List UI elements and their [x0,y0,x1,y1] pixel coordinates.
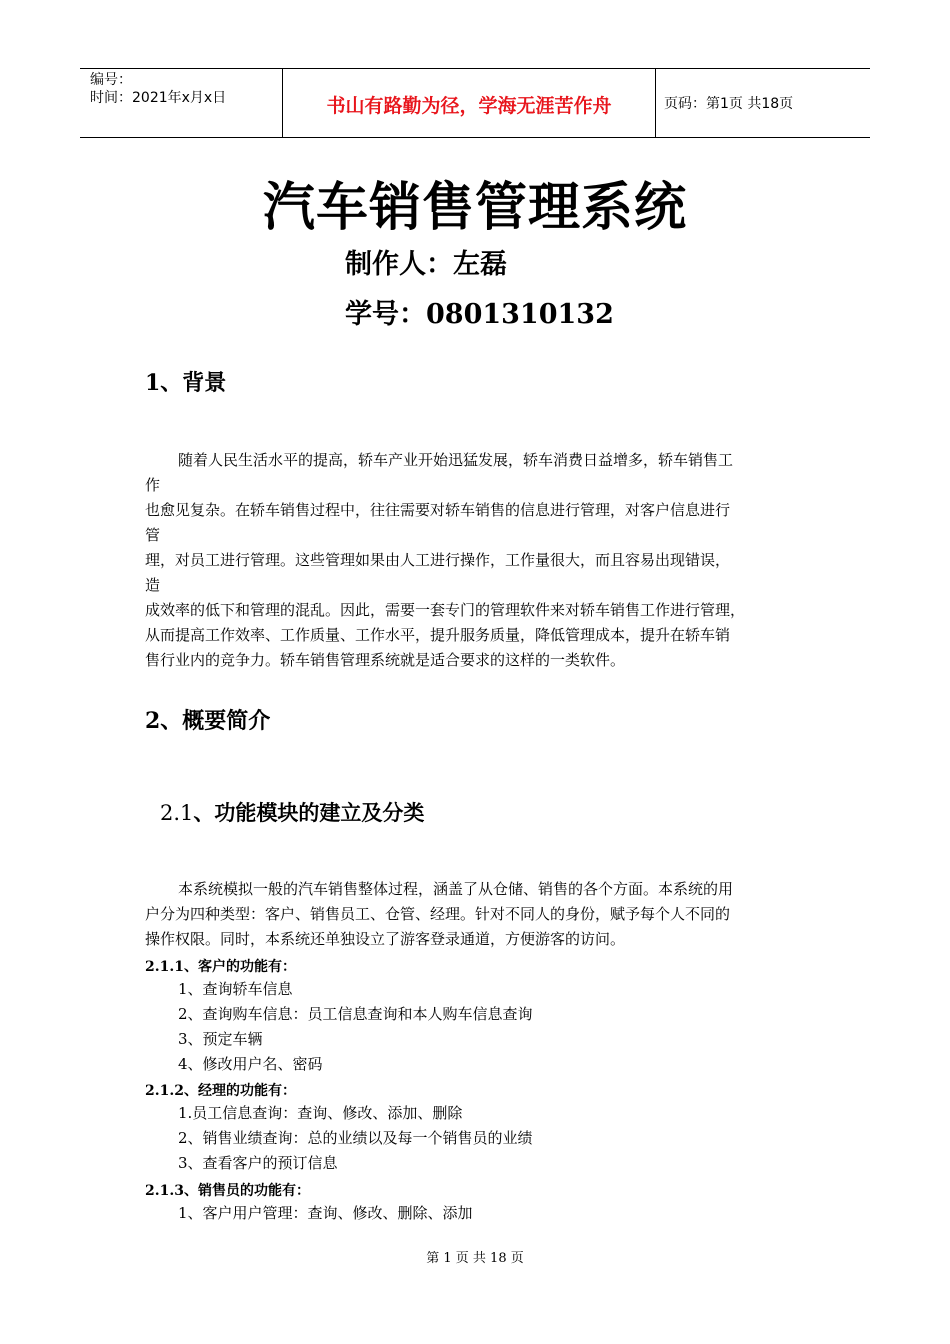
list-item: 1、查询轿车信息 [178,980,293,998]
list-item: 3、预定车辆 [178,1030,263,1048]
paragraph-line: 作 [145,476,161,494]
subsection-heading [160,797,424,827]
paragraph-line: 本系统模拟一般的汽车销售整体过程，涵盖了从仓储、销售的各个方面。本系统的用 [178,880,734,898]
paragraph-line: 成效率的低下和管理的混乱。因此，需要一套专门的管理软件来对轿车销售工作进行管理， [145,601,746,619]
section-heading-background: 1、背景 [145,370,227,396]
sales-functions-heading: 2.1.3、销售员的功能有： [145,1183,310,1199]
list-item: 1、客户用户管理：查询、修改、删除、添加 [178,1204,473,1222]
list-item: 2、销售业绩查询：总的业绩以及每一个销售员的业绩 [178,1129,533,1147]
customer-functions-heading: 2.1.1、客户的功能有： [145,959,296,975]
time-label: 时间：2021年x月x日 [90,90,227,106]
list-item: 1.员工信息查询：查询、修改、添加、删除 [178,1104,463,1122]
number-label: 编号： [90,72,132,88]
paragraph-line: 理，对员工进行管理。这些管理如果由人工进行操作，工作量很大，而且容易出现错误， [145,551,731,569]
subsection-number: 2.1 [160,801,194,825]
document-title: 汽车销售管理系统 [262,177,687,238]
student-id-line: 学号：0801310132 [345,299,614,330]
paragraph-line: 操作权限。同时，本系统还单独设立了游客登录通道，方便游客的访问。 [145,930,626,948]
header-motto: 书山有路勤为径，学海无涯苦作舟 [326,95,612,117]
page-footer: 第 1 页 共 18 页 [426,1251,524,1266]
paragraph-line: 售行业内的竞争力。轿车销售管理系统就是适合要求的这样的一类软件。 [145,651,626,669]
document-header [80,68,870,138]
background-paragraph [145,448,810,673]
subsection-title: 、功能模块的建立及分类 [193,800,425,825]
header-meta [90,71,226,107]
list-item: 4、修改用户名、密码 [178,1055,323,1073]
paragraph-line: 从而提高工作效率、工作质量、工作水平，提升服务质量，降低管理成本，提升在轿车销 [145,626,731,644]
list-item: 2、查询购车信息：员工信息查询和本人购车信息查询 [178,1005,533,1023]
paragraph-line: 户分为四种类型：客户、销售员工、仓管、经理。针对不同人的身份，赋予每个人不同的 [145,905,731,923]
paragraph-line: 随着人民生活水平的提高，轿车产业开始迅猛发展，轿车消费日益增多，轿车销售工 [178,451,734,469]
list-item: 3、查看客户的预订信息 [178,1154,338,1172]
paragraph-line: 管 [145,526,161,544]
overview-paragraph [145,877,810,952]
paragraph-line: 造 [145,576,161,594]
paragraph-line: 也愈见复杂。在轿车销售过程中，往往需要对轿车销售的信息进行管理，对客户信息进行 [145,501,731,519]
section-heading-overview: 2、概要简介 [145,708,271,734]
manager-functions-heading: 2.1.2、经理的功能有： [145,1083,296,1099]
author-line: 制作人：左磊 [345,249,507,280]
header-page-info: 页码：第1页 共18页 [664,96,794,112]
header-divider [655,69,656,137]
